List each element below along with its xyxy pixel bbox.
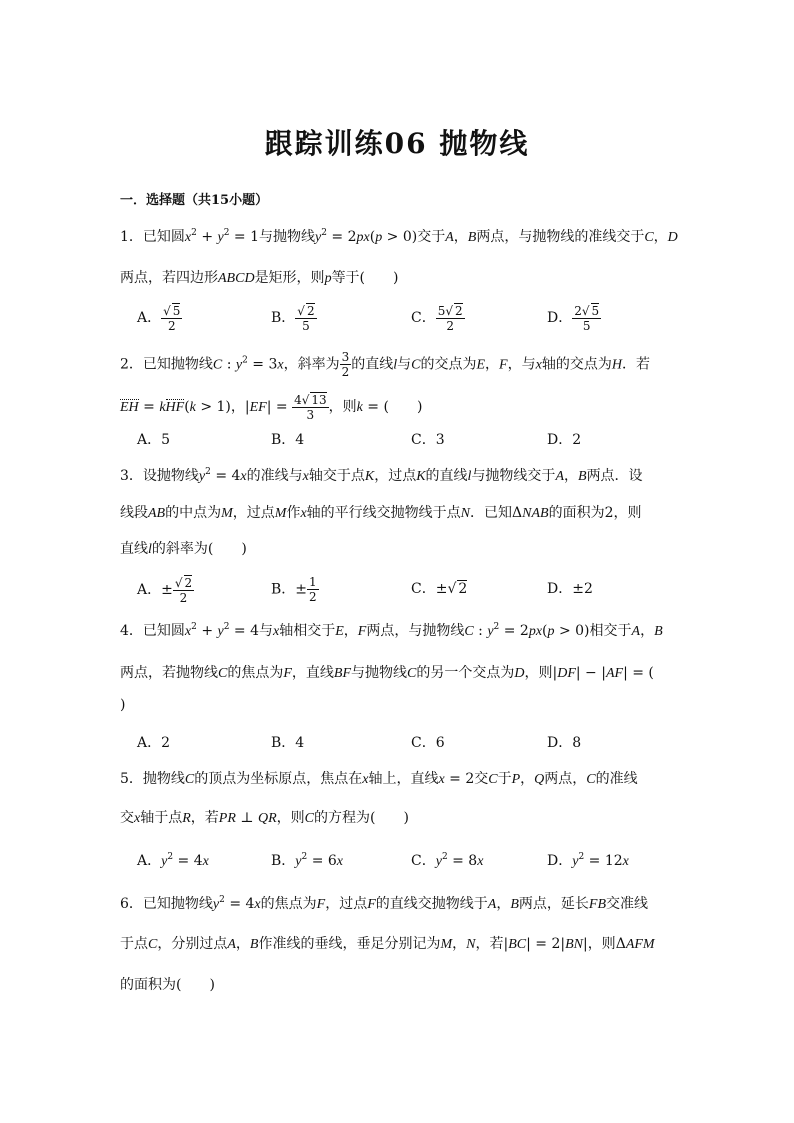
q3-option-b[interactable]: B．± $\frac{1}{2}$: [271, 575, 317, 604]
q4-line2: 两点，若抛物线C的焦点为F，直线BF与抛物线C的另一个交点为D，则|DF| − |AF| = (: [120, 665, 654, 681]
q2-line1: 2．已知抛物线C : $y^2 = 3x$，斜率为 $\frac{3}{2}$ 的直线l与C的交点为E，F，与x轴的交点为H．若: [120, 350, 650, 379]
q5-option-b[interactable]: B．$y^2 = 6x$: [271, 852, 344, 869]
q6-line2: 于点C，分别过点A，B作准线的垂线，垂足分别记为M，N，若|BC| = 2|BN|，则ΔAFM: [120, 936, 655, 952]
q4-option-d[interactable]: D．8: [547, 735, 582, 751]
q6-line3: 的面积为( ): [120, 977, 215, 993]
q2-option-b[interactable]: B．4: [271, 432, 305, 448]
q3-line3: 直线l的斜率为( ): [120, 541, 247, 557]
q1-option-a[interactable]: A． $\frac{√ 5}{2}$: [137, 304, 181, 333]
q5-line1: 5．抛物线C的顶点为坐标原点，焦点在x轴上，直线x = 2交C于P，Q两点，C的准线: [120, 771, 638, 787]
q4-line1: 4．已知圆$x^2 + y^2 = 4$与x轴相交于E，F两点，与抛物线C : $y^2 = 2px(p > 0)$相交于A，B: [120, 622, 663, 639]
q1-option-c[interactable]: C． $\frac{5√ 2}{2}$: [411, 304, 463, 333]
q5-option-d[interactable]: D．$y^2 = 12x$: [547, 852, 629, 869]
q3-option-c[interactable]: C．±√ 2: [411, 581, 468, 597]
q4-option-a[interactable]: A．2: [137, 735, 171, 751]
q3-option-a[interactable]: A．± $\frac{√ 2}{2}$: [137, 576, 193, 605]
page-title: 跟踪训练06 抛物线: [264, 127, 530, 160]
q1-line1: 1．已知圆$x^2 + y^2 = 1$与抛物线$y^2 = 2px(p > 0)$交于A，B两点，与抛物线的准线交于C，D: [120, 228, 678, 245]
q4-option-b[interactable]: B．4: [271, 735, 305, 751]
q6-line1: 6．已知抛物线$y^2 = 4x$的焦点为F，过点F的直线交抛物线于A，B两点，延长FB交准线: [120, 895, 648, 912]
q2-option-d[interactable]: D．2: [547, 432, 582, 448]
q4-option-c[interactable]: C．6: [411, 735, 445, 751]
q5-option-a[interactable]: A．$y^2 = 4x$: [137, 852, 209, 869]
q2-option-c[interactable]: C．3: [411, 432, 445, 448]
q1-option-b[interactable]: B． $\frac{√ 2}{5}$: [271, 304, 315, 333]
q1-option-d[interactable]: D． $\frac{2√ 5}{5}$: [547, 304, 600, 333]
q2-line2: EH = kHF(k > 1)，|EF| = $\frac{4√ 13}{3}$ ，则k = ( ): [120, 393, 423, 422]
q5-line2: 交x轴于点R，若PR ⊥ QR，则C的方程为( ): [120, 810, 409, 826]
q4-line3: ): [120, 697, 126, 713]
q2-option-a[interactable]: A．5: [137, 432, 171, 448]
q5-option-c[interactable]: C．$y^2 = 8x$: [411, 852, 484, 869]
q3-line1: 3．设抛物线$y^2 = 4x$的准线与x轴交于点K，过点K的直线l与抛物线交于A，B两点．设: [120, 467, 643, 484]
q3-line2: 线段AB的中点为M，过点M作x轴的平行线交抛物线于点N．已知ΔNAB的面积为2，则: [120, 505, 642, 521]
section-heading: 一．选择题（共15小题）: [120, 193, 269, 208]
q3-option-d[interactable]: D．±2: [547, 581, 593, 597]
q1-line2: 两点，若四边形ABCD是矩形，则p等于( ): [120, 270, 399, 286]
